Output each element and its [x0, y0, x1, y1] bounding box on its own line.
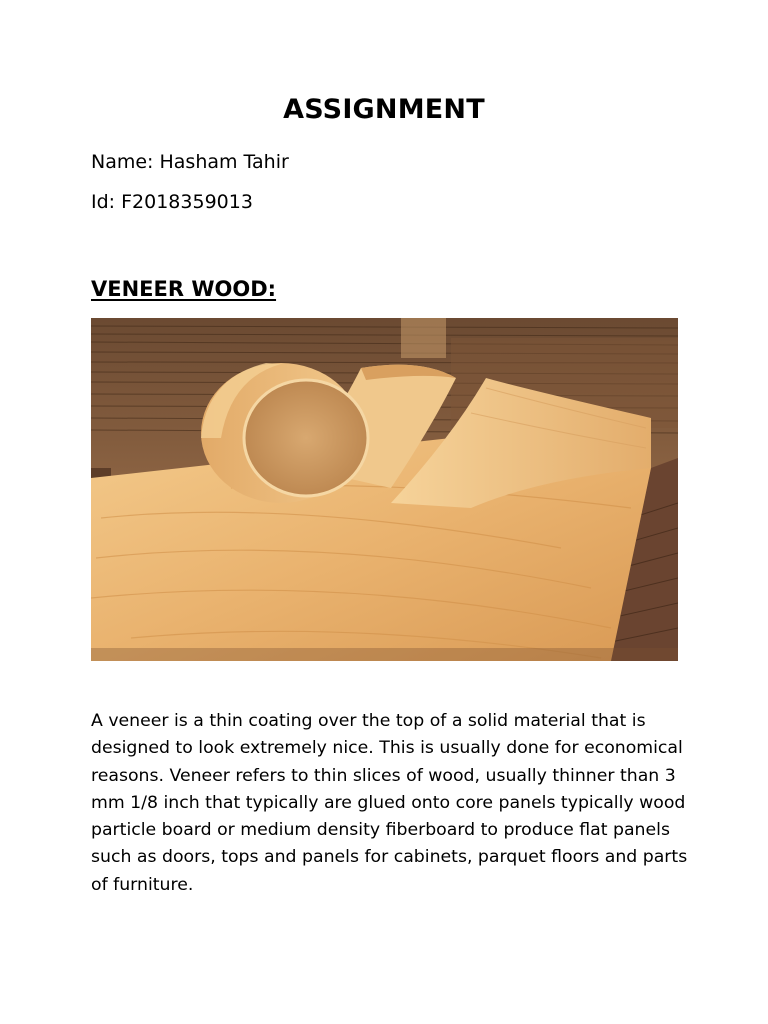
student-id: Id: F2018359013	[91, 191, 253, 213]
section-heading: VENEER WOOD:	[91, 277, 277, 301]
student-name: Name: Hasham Tahir	[91, 151, 289, 173]
body-paragraph: A veneer is a thin coating over the top of a solid material that is designed to look extremely nice. This is usually done for economical reasons. Veneer refers to thin slices of wood, usually thinner than 3 mm 1/8 inch that typically are glued onto core panels typically wood particle board or medium density fiberboard to produce flat panels such as doors, tops and panels for cabinets, parquet floors and parts of furniture.	[91, 711, 688, 895]
page-title: ASSIGNMENT	[283, 94, 485, 125]
veneer-wood-photo	[91, 318, 678, 661]
